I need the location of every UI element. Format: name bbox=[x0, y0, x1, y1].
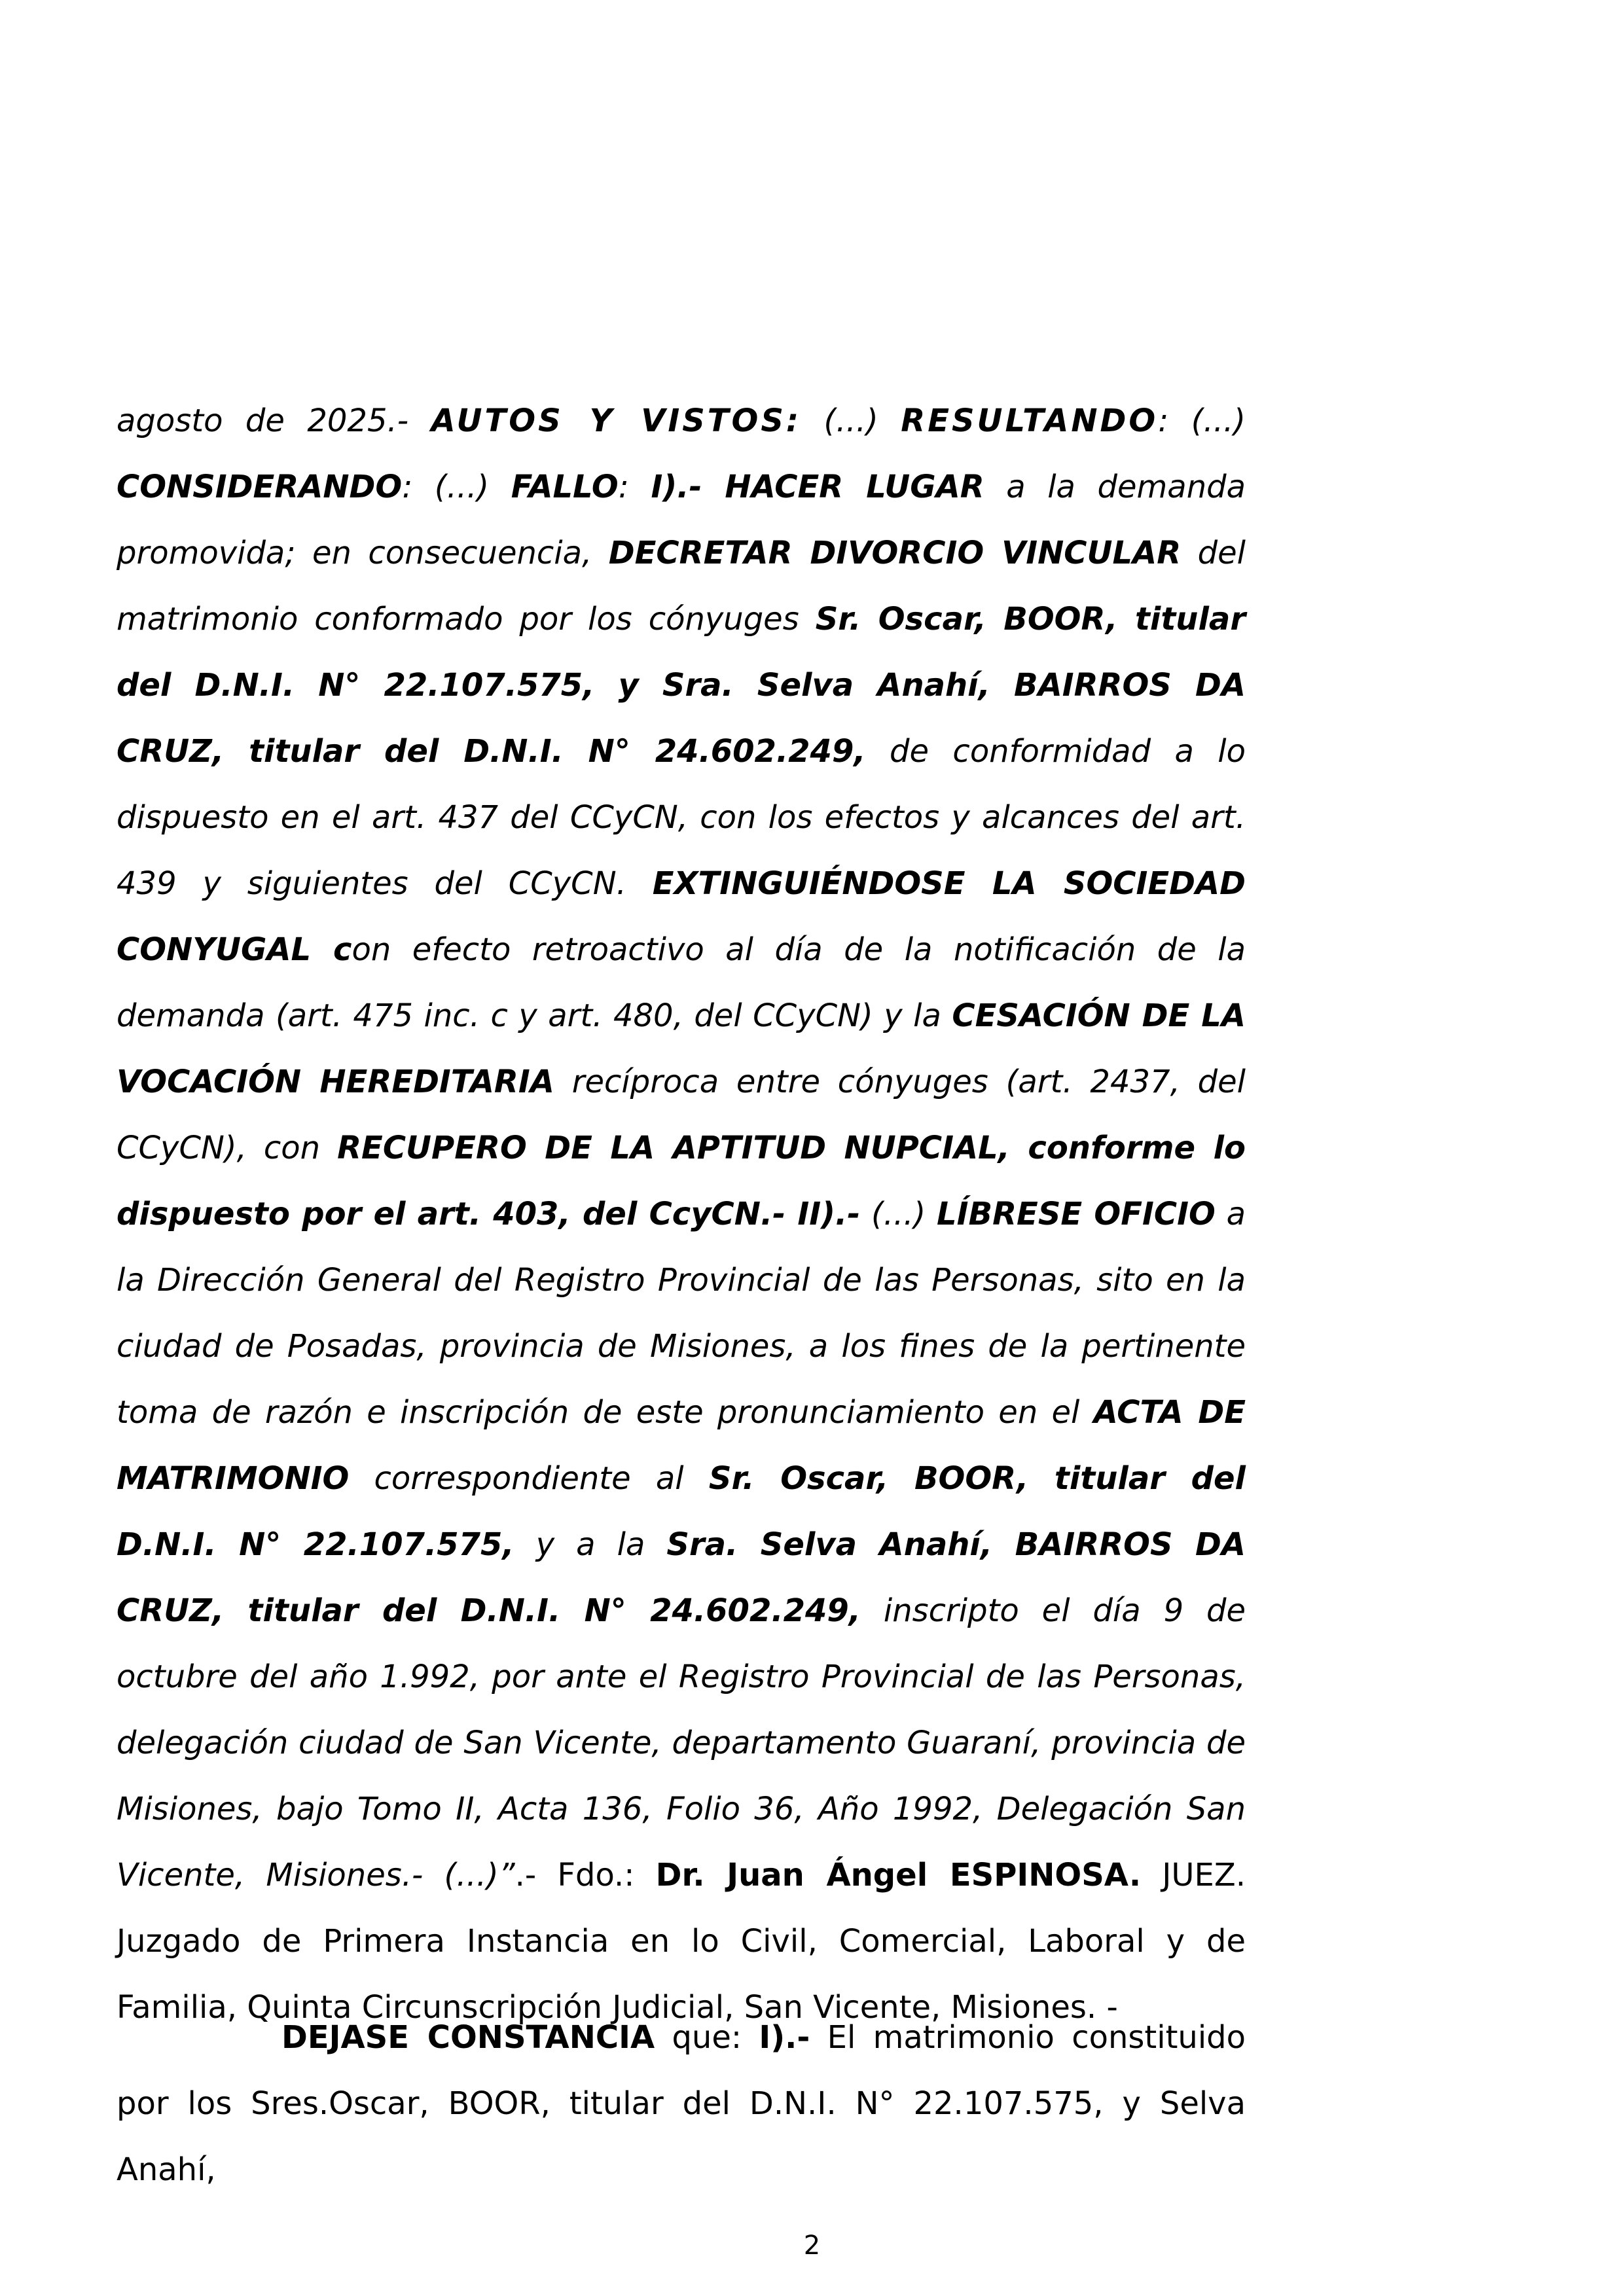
text-segment: del matrimonio conformado por los cónyuges bbox=[117, 535, 1246, 637]
text-segment: : (...) bbox=[402, 469, 511, 505]
text-segment: a la Dirección General del Registro Provincial de las Personas, sito en la ciudad de Posadas, provincia de Misiones, a los fines de la pertinente toma de razón e inscripción de este pronunciamiento en el bbox=[117, 1196, 1246, 1431]
dejase-constancia-heading: DEJASE CONSTANCIA bbox=[281, 2019, 655, 2056]
resultando-heading: RESULTANDO bbox=[901, 403, 1159, 439]
text-segment: .- Fdo.: bbox=[514, 1857, 656, 1893]
spouse-2-identification: Sra. Selva Anahí, BAIRROS DA CRUZ, titular del D.N.I. N° 24.602.249, bbox=[117, 1526, 1246, 1629]
text-segment: : bbox=[618, 469, 651, 505]
text-segment: agosto de 2025.- bbox=[117, 403, 431, 439]
text-segment: y a la bbox=[514, 1526, 667, 1563]
text-segment: de conformidad a lo dispuesto en el art. 437 del CCyCN, con los efectos y alcances del art. 439 y siguientes del CCyCN. bbox=[117, 733, 1246, 902]
page-number: 2 bbox=[803, 2231, 821, 2261]
hacer-lugar-clause: I).- HACER LUGAR bbox=[651, 469, 984, 505]
text-segment: El matrimonio constituido por los Sres.Oscar, BOOR, titular del D.N.I. N° 22.107.575, y Selva Anahí, bbox=[117, 2019, 1246, 2188]
court-details: JUEZ. Juzgado de Primera Instancia en lo Civil, Comercial, Laboral y de Familia, Quinta Circunscripción Judicial, San Vicente, Misiones. - bbox=[117, 1857, 1246, 2026]
sociedad-conyugal-clause: EXTINGUIÉNDOSE LA SOCIEDAD CONYUGAL c bbox=[117, 865, 1246, 968]
item-number: I).- bbox=[759, 2019, 810, 2056]
text-segment: inscripto el día 9 de octubre del año 1.992, por ante el Registro Provincial de las Personas, delegación ciudad de San Vicente, departamento Guaraní, provincia de Misiones, bajo Tomo II, Acta 136, Folio 36, Año 1992, Delegación San Vicente, Misiones.- (...)” bbox=[117, 1592, 1246, 1893]
judge-name: Dr. Juan Ángel ESPINOSA. bbox=[655, 1857, 1142, 1893]
acta-matrimonio-term: ACTA DE MATRIMONIO bbox=[117, 1394, 1246, 1497]
decretar-divorcio-clause: DECRETAR DIVORCIO VINCULAR bbox=[608, 535, 1182, 571]
text-segment: que: bbox=[655, 2019, 759, 2056]
text-segment: recíproca entre cónyuges (art. 2437, del CCyCN), con bbox=[117, 1064, 1246, 1166]
text-segment: a la demanda promovida; en consecuencia, bbox=[117, 469, 1246, 571]
considerando-heading: CONSIDERANDO bbox=[117, 469, 403, 505]
text-segment: correspondiente al bbox=[349, 1460, 709, 1497]
text-segment: : (...) bbox=[1158, 403, 1246, 439]
text-segment: (...) bbox=[860, 1196, 937, 1232]
spouse-1-identification: Sr. Oscar, BOOR, titular del D.N.I. N° 22.107.575, bbox=[117, 1460, 1246, 1563]
constancia-paragraph bbox=[117, 2005, 1246, 2203]
recupero-aptitud-clause: RECUPERO DE LA APTITUD NUPCIAL, conforme lo dispuesto por el art. 403, del CcyCN.- II).- bbox=[117, 1130, 1246, 1232]
text-segment: on efecto retroactivo al día de la notificación de la demanda (art. 475 inc. c y art. 480, del CCyCN) y la bbox=[117, 931, 1246, 1034]
spouses-identification: Sr. Oscar, BOOR, titular del D.N.I. N° 22.107.575, y Sra. Selva Anahí, BAIRROS DA CRUZ, titular del D.N.I. N° 24.602.249, bbox=[117, 601, 1246, 770]
text-segment: (...) bbox=[801, 403, 901, 439]
resolution-paragraph bbox=[117, 388, 1246, 2041]
autos-y-vistos-heading: AUTOS Y VISTOS: bbox=[431, 403, 802, 439]
librese-oficio-clause: LÍBRESE OFICIO bbox=[937, 1196, 1216, 1232]
fallo-heading: FALLO bbox=[511, 469, 619, 505]
cesacion-vocacion-clause: CESACIÓN DE LA VOCACIÓN HEREDITARIA bbox=[117, 997, 1246, 1100]
